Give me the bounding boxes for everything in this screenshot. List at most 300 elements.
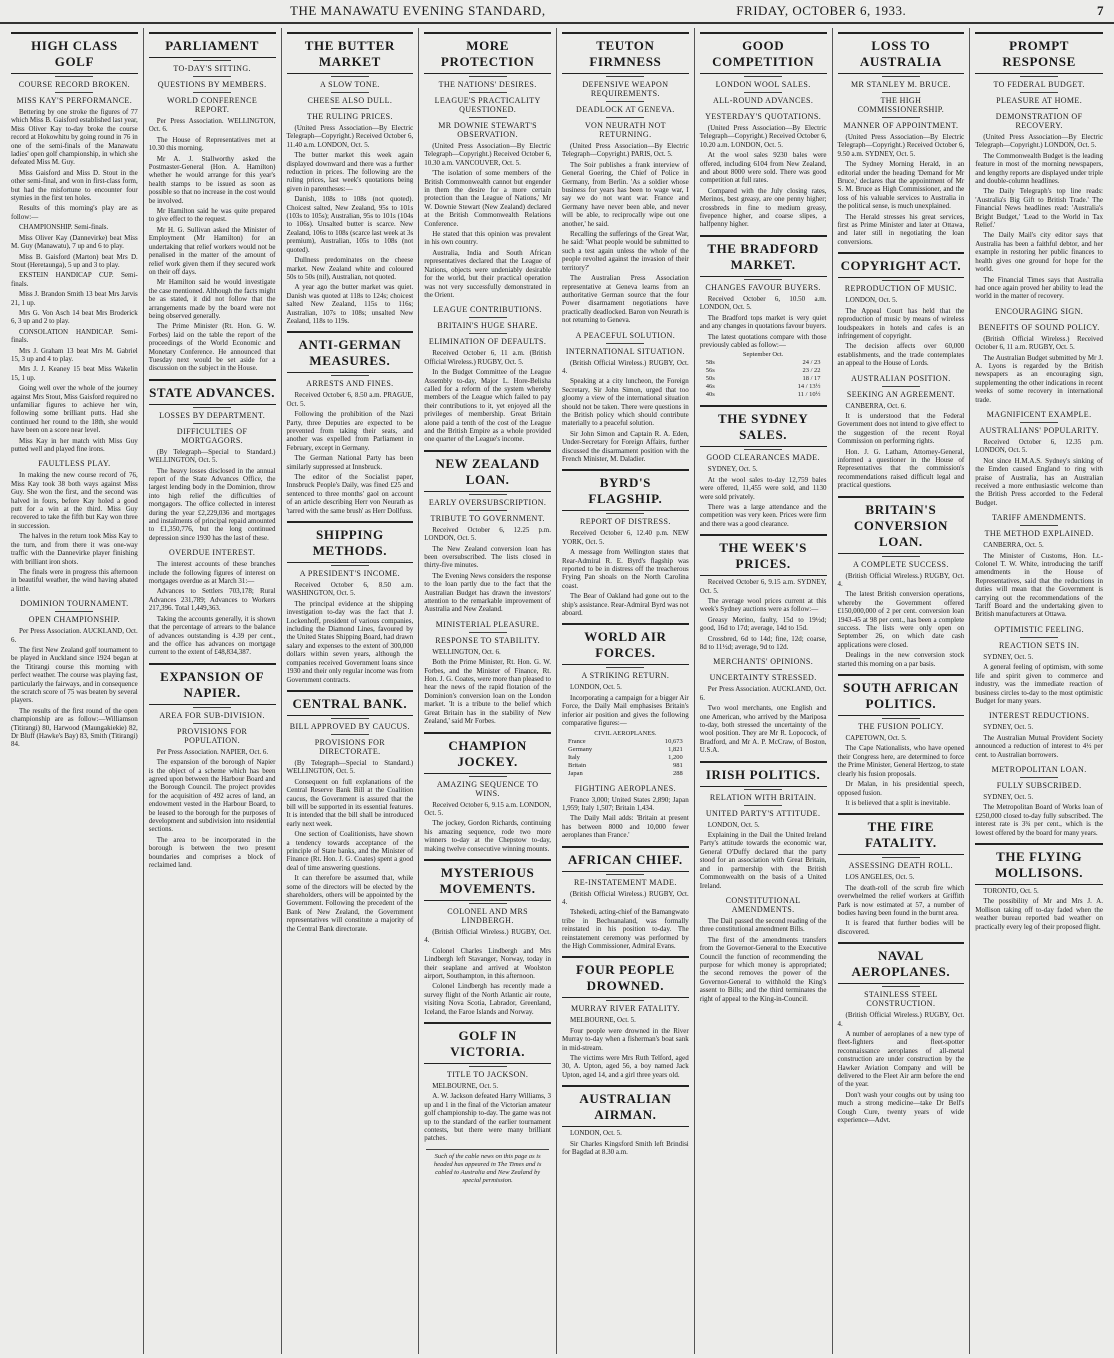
body-paragraph: The latest British conversion operations, whereby the Government offered £150,000,000 of 2 per cent. conversion loan 1943-45 at 98 per cent., has been a complete success. The lists were only open on September 26, on which date cash applications were closed. — [837, 590, 965, 649]
table-row — [706, 391, 821, 399]
body-paragraph: Following the prohibition of the Nazi Party, three Deputies are expected to be prevented from taking their seats, and another was expelled from Parliament in February, except in Germany. — [286, 410, 414, 452]
headline: MORE PROTECTION — [424, 32, 551, 74]
article — [700, 761, 827, 890]
subheading: METROPOLITAN LOAN. — [991, 764, 1087, 774]
body-paragraph: A year ago the butter market was quiet. Danish was quoted at 118s to 124s; choicest salted New Zealand, 115s to 116s; Australian, 107s to 108s; unsalted New Zealand, 118s to 119s. — [286, 283, 414, 325]
article — [287, 32, 414, 325]
subheading: REPRODUCTION OF MUSIC. — [844, 284, 957, 294]
subheading: FULLY SUBSCRIBED. — [996, 780, 1082, 790]
body-paragraph: The victims were Mrs Ruth Telford, aged 30, A. Upton, aged 56, a boy named Jack Upton, aged 14, and a girl three years old. — [562, 1054, 689, 1079]
body-paragraph: The Cape Nationalists, who have opened their Congress here, are determined to force the Prime Minister, General Hertzog, to state clearly his fusion proposals. — [837, 744, 965, 778]
headline: SOUTH AFRICAN POLITICS. — [838, 674, 965, 716]
article — [700, 405, 827, 528]
divider — [469, 776, 507, 777]
body-paragraph: LONDON, Oct. 5. — [570, 1129, 622, 1138]
body-paragraph: Mr H. G. Sullivan asked the Minister of Employment (Mr Hamilton) for an undertaking that relief workers would not be penalised in the matter of the amount of relief work given them if they secured work on their off days. — [148, 225, 276, 276]
body-paragraph: A message from Wellington states that Rear-Admiral R. E. Byrd's flagship was reported to be in distress off the treacherous Frying Pan shoals on the North Carolina coast. — [562, 548, 689, 590]
table-cell: 11 / 10½ — [797, 391, 821, 399]
body-paragraph: The Financial Times says that Australia had once again proved her ability to lead the world in the matter of recovery. — [975, 275, 1103, 301]
subheading: PLEASURE AT HOME. — [996, 96, 1083, 105]
subheading: WORLD CONFERENCE REPORT. — [167, 96, 258, 114]
table-cell: 14 / 13½ — [797, 383, 821, 391]
headline: COPYRIGHT ACT. — [838, 252, 965, 278]
body-paragraph: In making the new course record of 76, Miss Kay took 38 both ways against Miss Guy. She won the first, and the second was halved in fours, before Kay holed a good putt for a win at the third. Miss Guy recovered to take the fifth but Kay won three in succession. — [11, 471, 138, 530]
subheading: OPEN CHAMPIONSHIP. — [28, 615, 120, 625]
body-paragraph: The editor of the Socialist paper, Innsbruck People's Daily, was fined £25 and sentenced to three months' gaol on account of an article describing Herr von Neurath as 'tarred with the same brush' as Herr Dollfuss. — [286, 473, 414, 515]
divider — [606, 117, 644, 118]
table-cell: 50s — [705, 375, 715, 383]
subheading: MAGNIFICENT EXAMPLE. — [986, 409, 1092, 419]
subheading: INTERNATIONAL SITUATION. — [565, 346, 685, 356]
subheading: MR STANLEY M. BRUCE. — [851, 80, 951, 89]
body-paragraph: Crossbred, 6d to 14d; fine, 12d; coarse, 8d to 11½d; average, 9d to 12d. — [699, 634, 827, 651]
subheading: RE-INSTATEMENT MADE. — [573, 877, 677, 887]
article — [700, 32, 827, 229]
headline: SHIPPING METHODS. — [287, 521, 414, 563]
body-paragraph: Dullness predominates on the cheese market. New Zealand white and coloured 50s to 50s (nil), Australian, not quoted. — [286, 256, 414, 281]
subheading: MERCHANTS' OPINIONS. — [713, 657, 814, 667]
headline: GOOD COMPETITION — [700, 32, 827, 74]
body-paragraph: The Bradford tops market is very quiet and any changes in quotations favour buyers. — [699, 313, 827, 331]
article — [287, 521, 414, 684]
divider — [606, 76, 644, 77]
subheading: BENEFITS OF SOUND POLICY. — [978, 322, 1100, 332]
headline: NAVAL AEROPLANES. — [838, 942, 965, 984]
table-cell: 24 / 23 — [802, 359, 821, 367]
article — [287, 690, 414, 933]
column-1 — [6, 28, 144, 1354]
body-paragraph: SYDNEY, Oct. 5. — [983, 652, 1034, 661]
body-paragraph: MELBOURNE, Oct. 5. — [570, 1016, 636, 1025]
body-paragraph: Per Press Association. NAPIER, Oct. 6. — [156, 747, 269, 756]
body-paragraph: The Evening News considers the response to the loan partly due to the fact that the Australian Budget has drawn the investors' attention to the remarkable improvement of Australia and New Zealand. — [424, 571, 551, 614]
body-paragraph: France 3,000; United States 2,890; Japan 1,959; Italy 1,507; Britain 1,434. — [562, 795, 689, 812]
body-paragraph: The expansion of the borough of Napier is the object of a scheme which has been agreed upon between the Harbour Board and the Borough Council. The project provides for the acquisition of 492 acres of land, an endowment vested in the Harbour Board, to be leased to the borough for the purposes of development and subdivision into residential sections. — [148, 758, 276, 834]
body-paragraph: (By Telegraph—Special to Standard.) WELLINGTON, Oct. 5. — [286, 758, 414, 776]
subheading: REPORT OF DISTRESS. — [579, 517, 671, 527]
headline: ANTI-GERMAN MEASURES. — [287, 331, 414, 373]
divider — [331, 718, 369, 719]
table-row — [706, 367, 821, 375]
article — [149, 379, 276, 542]
body-paragraph: Advances to Settlers 703,178; Rural Advances 231,789; Advances to Workers 217,396. Total 1,449,363. — [148, 587, 276, 613]
column-7 — [833, 28, 971, 1354]
article — [975, 410, 1103, 507]
article — [11, 599, 138, 749]
article — [700, 896, 827, 1003]
divider — [469, 510, 507, 511]
article — [11, 459, 138, 593]
body-paragraph: The possibility of Mr and Mrs J. A. Mollison taking off to-day faded when the weather bureau reported bad weather on practically every leg of their proposed flight. — [975, 897, 1103, 931]
body-paragraph: Received October 6, 8.50 a.m. WASHINGTON, Oct. 5. — [286, 581, 414, 598]
article — [562, 846, 689, 951]
body-paragraph: Results of this morning's play are as follow:— — [11, 204, 138, 221]
divider — [469, 117, 507, 118]
subheading: A COMPLETE SUCCESS. — [852, 559, 949, 569]
body-paragraph: SYDNEY, Oct. 5. — [983, 723, 1034, 732]
body-paragraph: The Commonwealth Budget is the leading feature in most of the morning newspapers, and lengthy reports are displayed under triple and double-column headlines. — [975, 151, 1103, 186]
subheading: DIFFICULTIES OF MORTGAGORS. — [176, 426, 248, 445]
table-row — [568, 762, 683, 770]
article — [424, 32, 551, 299]
body-paragraph: LONDON, Oct. 5. — [845, 296, 898, 305]
body-paragraph: The jockey, Gordon Richards, continuing his amazing sequence, rode two more winners to-day at the Chepstow to-day, making twelve consecutive winning mounts. — [424, 819, 551, 853]
headline: FOUR PEOPLE DROWNED. — [562, 956, 689, 998]
subheading: TRIBUTE TO GOVERNMENT. — [430, 513, 545, 523]
table-cell: 1,821 — [668, 745, 683, 753]
body-paragraph: Colonel Lindbergh has recently made a survey flight of the North Atlantic air route, visiting Nova Scotia, Labrador, Greenland, Iceland, the Faroe Islands and Norway. — [424, 982, 551, 1016]
headline: BYRD'S FLAGSHIP. — [562, 469, 689, 511]
subheading: ARRESTS AND FINES. — [306, 379, 394, 389]
body-paragraph: Miss Oliver Kay (Dannevirke) beat Miss M. Guy (Manawatu), 7 up and 6 to play. — [11, 233, 138, 251]
body-paragraph: A general feeling of optimism, with some life and spirit given to commerce and industry, was the immediate reaction of business circles to-day to the most optimistic Budget for many years. — [975, 663, 1103, 705]
subheading: ALL-ROUND ADVANCES. — [712, 96, 814, 105]
body-paragraph: Miss B. Gaisford (Marton) beat Mrs D. Stout (Heretaunga), 5 up and 3 to play. — [11, 252, 138, 269]
subheading: TO-DAY'S SITTING. — [173, 64, 251, 73]
divider — [331, 375, 369, 376]
body-paragraph: The Sydney Morning Herald, in an editorial under the heading 'Demand for Mr Bruce,' declares that the appointment of Mr S. M. Bruce as High Commissioner, and the loss of his valuable services to Australia in the political sense, is much unexplained. — [837, 160, 965, 211]
body-paragraph: Dealings in the new conversion stock started this morning on a par basis. — [837, 651, 965, 668]
table-cell: Italy — [568, 753, 580, 761]
table-cell: 40s — [705, 391, 715, 399]
subheading: CHEESE ALSO DULL. — [307, 96, 393, 105]
subheading: UNCERTAINTY STRESSED. — [709, 673, 817, 683]
divider — [606, 343, 644, 344]
article — [838, 252, 965, 367]
body-paragraph: SYDNEY, Oct. 5. — [983, 792, 1034, 801]
divider — [882, 386, 920, 387]
subheading: LONDON WOOL SALES. — [715, 80, 811, 89]
body-paragraph: Explaining in the Dail the United Ireland Party's attitude towards the economic war, General O'Duffy declared that the party stood for an association with Great Britain, and in partnership with the British Commonwealth on the basis of a United Ireland. — [699, 831, 827, 890]
divider — [193, 92, 231, 93]
body-paragraph: Received October 6, 12.40 p.m. NEW YORK, Oct. 5. — [562, 529, 689, 546]
body-paragraph: SYDNEY, Oct. 5. — [707, 465, 758, 474]
subheading: PROVISIONS FOR POPULATION. — [176, 726, 248, 745]
subheading: REACTION SETS IN. — [998, 640, 1080, 650]
divider — [55, 92, 93, 93]
subheading: DEFENSIVE WEAPON REQUIREMENTS. — [582, 80, 669, 98]
body-paragraph: The Prime Minister (Rt. Hon. G. W. Forbes) laid on the table the report of the proceedings of the World Economic and Monetary Conference. He announced that Tuesday next would be set aside for a discussion on the subject in the House. — [148, 322, 276, 373]
body-paragraph: The first New Zealand golf tournament to be played in Auckland since 1924 began at the Titirangi course this morning with perfect weather. The course was playing fast, particularly the fairways, and in consequence the scratch score of 75 was beaten by several players. — [11, 645, 138, 705]
subheading: THE FUSION POLICY. — [858, 722, 944, 732]
subheading: AMAZING SEQUENCE TO WINS. — [436, 779, 539, 798]
table-cell: 46s — [705, 383, 715, 391]
subheading: AUSTRALIANS' POPULARITY. — [979, 425, 1099, 435]
divider — [1020, 525, 1058, 526]
body-paragraph: LONDON, Oct. 5. — [570, 683, 622, 692]
body-paragraph: Hon. J. G. Latham, Attorney-General, informed a questioner in the House of Representatives that the commission's recommendations raised difficult legal and practical questions. — [837, 447, 965, 490]
headline: THE WEEK'S PRICES. — [700, 534, 827, 576]
divider — [744, 805, 782, 806]
headline: IRISH POLITICS. — [700, 761, 827, 787]
column-2 — [144, 28, 282, 1354]
article — [838, 813, 965, 936]
table-cell: 58s — [705, 359, 715, 367]
article — [149, 548, 276, 656]
body-paragraph: The Metropolitan Board of Works loan of £250,000 closed to-day fully subscribed. The interest rate is 3¾ per cent., which is the lowest offered by the board for many years. — [975, 803, 1103, 837]
body-paragraph: (British Official Wireless.) Received October 6, 11 a.m. RUGBY, Oct. 5. — [975, 334, 1103, 352]
table-cell: 56s — [705, 367, 715, 375]
body-paragraph: (United Press Association—By Electric Telegraph—Copyright.) PARIS, Oct. 5. — [562, 142, 689, 159]
subheading: DOMINION TOURNAMENT. — [20, 599, 129, 609]
subheading: OPTIMISTIC FEELING. — [994, 624, 1085, 634]
body-paragraph: It is believed that a split is inevitable. — [845, 798, 951, 807]
subheading: THE METHOD EXPLAINED. — [984, 529, 1094, 539]
article — [424, 732, 551, 853]
subheading: VON NEURATH NOT RETURNING. — [584, 121, 666, 139]
divider — [744, 108, 782, 109]
table-row — [706, 375, 821, 383]
body-paragraph: TORONTO, Oct. 5. — [983, 886, 1039, 895]
divider — [606, 667, 644, 668]
article — [700, 657, 827, 754]
headline: THE FIRE FATALITY. — [838, 813, 965, 855]
subheading: LEAGUE'S PRACTICALITY QUESTIONED. — [434, 96, 541, 114]
table-row — [706, 383, 821, 391]
body-paragraph: The finals were in progress this afternoon in beautiful weather, the wind having abated a little. — [11, 567, 138, 593]
body-paragraph: Speaking at a city luncheon, the Foreign Secretary, Sir John Simon, urged that too gloomy a view of the international situation should not be taken. There were questions in the British policy which should contribute materially to a peaceful solution. — [562, 377, 689, 428]
subheading: BRITAIN'S HUGE SHARE. — [437, 321, 538, 331]
article — [287, 331, 414, 515]
body-paragraph: Australia, India and South African representatives declared that the League of Nations, objects were undeniably desirable for the world, but their practical operation was not very successfully demonstrated in the Orient. — [424, 248, 551, 299]
divider — [469, 1066, 507, 1067]
headline: PROMPT RESPONSE — [975, 32, 1103, 74]
body-paragraph: The death-roll of the scrub fire which overwhelmed the relief workers at Griffith Park is now estimated at 57, a number of bodies having been found in the burnt area. — [837, 883, 965, 917]
article — [424, 620, 551, 726]
body-paragraph: Miss J. Brandon Smith 13 beat Mrs Jarvis 21, 1 up. — [11, 290, 138, 307]
body-paragraph: Mrs J. Graham 13 beat Mrs M. Gabriel 15, 3 up and 4 to play. — [11, 346, 138, 363]
body-paragraph: (British Official Wireless.) RUGBY, Oct. 4. — [562, 889, 689, 906]
subheading: OVERDUE INTEREST. — [169, 548, 256, 558]
table-cell: 18 / 17 — [802, 375, 821, 383]
headline: PARLIAMENT — [149, 32, 276, 58]
body-paragraph: CANBERRA, Oct. 5. — [983, 541, 1044, 550]
body-paragraph: Bettering by one stroke the figures of 77 which Miss B. Gaisford established last year, Miss Oliver Kay to-day broke the course record at Hokowhitu by going round in 76 in one of the semi-finals of the Manawatu ladies' open golf championship, in which she defeated Miss M. Guy. — [11, 108, 138, 167]
divider — [882, 280, 920, 281]
article — [975, 307, 1103, 404]
body-paragraph: (United Press Association—By Electric Telegraph—Copyright.) Received October 6, 11.40 a.m. LONDON, Oct. 5. — [286, 124, 414, 149]
divider — [331, 92, 369, 93]
subheading: ENCOURAGING SIGN. — [995, 306, 1084, 316]
body-paragraph: Mr A. J. Stallworthy asked the Postmaster-General (Hon. A. Hamilton) whether he would arrange for this year's health stamps to be issued as soon as possible so that no increase in the cost would be involved. — [148, 154, 276, 205]
body-paragraph: The Australian Mutual Provident Society announced a reduction of interest to 4½ per cent. to Australian borrowers. — [975, 733, 1103, 759]
table-cell: 288 — [673, 769, 683, 777]
subheading: AUSTRALIAN POSITION. — [851, 373, 951, 383]
subheading: MINISTERIAL PLEASURE. — [435, 619, 540, 629]
body-paragraph: LOS ANGELES, Oct. 5. — [845, 873, 915, 882]
subheading: CHANGES FAVOUR BUYERS. — [705, 282, 821, 292]
body-paragraph: EKSTEIN HANDICAP CUP. Semi-finals. — [11, 271, 138, 288]
article — [838, 674, 965, 807]
headline: THE BUTTER MARKET — [287, 32, 414, 74]
body-paragraph: The Minister of Customs, Hon. Lt.-Colonel T. W. White, introducing the tariff amendments in the House of Representatives, said that the reductions in duties will mean that the Government is carrying out the recommendations of the Tariff Board and the undertaking given to British manufacturers at Ottawa. — [975, 551, 1103, 619]
body-paragraph: The results of the first round of the open championship are as follow:—Williamson (Titirangi) 80, Harwood (Maungakiekie) 82, Dr Bluff (Hawke's Bay) 83, Smith (Titirangi) 84. — [11, 706, 138, 749]
subheading: EARLY OVERSUBSCRIPTION. — [428, 497, 547, 507]
headline: MYSTERIOUS MOVEMENTS. — [424, 859, 551, 901]
article — [11, 32, 138, 453]
body-paragraph: Sir John Simon and Captain R. A. Eden, Under-Secretary for Foreign Affairs, further discussed the disarmament position with the French Minister, M. Daladier. — [562, 429, 689, 463]
table-cell: Japan — [568, 769, 583, 777]
body-paragraph: The German National Party has been similarly suppressed at Innsbruck. — [286, 454, 414, 471]
table-row — [706, 359, 821, 367]
divider — [55, 611, 93, 612]
body-paragraph: (United Press Association—By Electric Telegraph—Copyright.) Received October 6, 10.20 a.m. LONDON, Oct. 5. — [699, 124, 827, 149]
divider — [331, 108, 369, 109]
body-paragraph: Compared with the July closing rates, Merinos, best greasy, are one penny higher; crossbreds in fine to medium greasy, fivepence higher, and coarse slipes, a halfpenny higher. — [699, 186, 827, 229]
subheading: A SLOW TONE. — [320, 80, 380, 89]
subheading: RESPONSE TO STABILITY. — [435, 635, 541, 645]
body-paragraph: The average wool prices current at this week's Sydney auctions were as follow:— — [699, 596, 827, 614]
body-paragraph: The Daily Mail adds: 'Britain at present has between 8000 and 10,000 fewer aeroplanes than France.' — [562, 814, 689, 840]
column-3 — [282, 28, 420, 1354]
body-paragraph: The Dail passed the second reading of the three constitutional amendment Bills. — [699, 916, 827, 934]
subheading: YESTERDAY'S QUOTATIONS. — [705, 112, 822, 121]
article — [562, 469, 689, 617]
column-6 — [695, 28, 833, 1354]
headline: STATE ADVANCES. — [149, 379, 276, 405]
article — [149, 663, 276, 870]
article — [424, 859, 551, 1016]
body-paragraph: The Daily Mail's city editor says that Australia has been a faithful debtor, and her example in restoring her public finances to health gives one ground for hope for the world. — [975, 231, 1103, 274]
divider — [193, 423, 231, 424]
subheading: TO FEDERAL BUDGET. — [993, 80, 1085, 89]
subheading: UNITED PARTY'S ATTITUDE. — [705, 808, 821, 818]
column-8 — [970, 28, 1108, 1354]
table-row — [568, 738, 683, 746]
article — [975, 513, 1103, 619]
table-cell: 981 — [673, 761, 683, 769]
headline: BRITAIN'S CONVERSION LOAN. — [838, 496, 965, 554]
body-paragraph: Going well over the whole of the journey against Mrs Stout, Miss Gaisford required no unfamiliar figures to achieve her win, following some brilliant putts. Had she continued her round to the 18th, she would have been on a score near level. — [11, 384, 138, 435]
body-paragraph: Tshekedi, acting-chief of the Bamangwato tribe in Bechuanaland, was formally reinstated in his position to-day. The reinstatement ceremony was performed by the High Commissioner, Admiral Evans. — [562, 908, 689, 950]
body-paragraph: The Bear of Oakland had gone out to the ship's assistance. Rear-Admiral Byrd was not aboard. — [562, 592, 689, 618]
divider — [882, 76, 920, 77]
masthead — [0, 0, 1114, 24]
subheading: ASSESSING DEATH ROLL. — [848, 861, 953, 871]
divider — [469, 92, 507, 93]
divider — [744, 279, 782, 280]
body-paragraph: Consequent on full explanations of the Central Reserve Bank Bill at the Coalition caucus, the Government is assured that the bill will be supported in its essential features. It is intended that the bill shall be introduced early next week. — [286, 777, 414, 828]
divider — [469, 632, 507, 633]
article — [838, 942, 965, 1124]
divider — [469, 76, 507, 77]
body-paragraph: (British Official Wireless.) RUGBY, Oct. 4. — [837, 1011, 965, 1028]
body-paragraph: Per Press Association. AUCKLAND, Oct. 6. — [699, 685, 827, 702]
headline: AUSTRALIAN AIRMAN. — [562, 1085, 689, 1127]
article — [424, 450, 551, 614]
body-paragraph: One section of Coalitionists, have shown a tendency towards acceptance of the principle of State banks, and the Minister of Finance (Rt. Hon. J. G. Coates) spent a good deal of time answering questions. — [286, 830, 414, 872]
body-paragraph: Four people were drowned in the River Murray to-day when a fisherman's boat sank in mid-stream. — [562, 1026, 689, 1052]
subheading: GOOD CLEARANCES MADE. — [706, 453, 820, 463]
divider — [744, 92, 782, 93]
body-paragraph: The Daily Telegraph's top line reads: 'Australia's Big Gift to British Trade.' The Financial News headlines read: 'Australia's Bright Budget,' 'Lead to the World in Tax Relief.' — [975, 187, 1103, 230]
body-paragraph: Colonel Charles Lindbergh and Mrs Lindbergh left Stavanger, Norway, today in their seaplane and arrived at Woolston airport, Southampton, in this afternoon. — [424, 946, 551, 980]
divider — [331, 734, 369, 735]
article — [562, 32, 689, 325]
body-paragraph: Danish, 108s to 108s (not quoted). Choicest salted, New Zealand, 95s to 101s (103s to 105s); Australian, 95s to 101s (104s to 106s). Unsalted butter is scarce. New Zealand, 106s to 108s (scarce last week at 3s premium), Australian, 105s to 108s (not quoted). — [286, 195, 414, 254]
body-paragraph: A. W. Jackson defeated Harry Williams, 3 up and 1 in the final of the Victorian amateur golf championship to-day. The game was not up to the standard of the earlier tournament contests, but there were many brilliant patches. — [424, 1092, 551, 1143]
article — [562, 784, 689, 840]
divider — [606, 101, 644, 102]
divider — [1020, 637, 1058, 638]
divider — [193, 723, 231, 724]
divider — [744, 76, 782, 77]
body-paragraph: The first of the amendments transfers from the Governor-General to the Executive Council the function of recommending the purpose for which money is appropriated; the second removes the power of the Governor-General to withhold the King's assent to Bills; and the third terminates the right of appeal to the King-in-Council. — [699, 935, 827, 1003]
headline: NEW ZEALAND LOAN. — [424, 450, 551, 492]
body-paragraph: Two wool merchants, one English and one American, who arrived by the Mariposa to-day, both stressed the uncertainty of the wool position. They are Mr R. Lopocock, of Bradford, and Mr A. P. McCraw, of Boston, U.S.A. — [699, 704, 827, 755]
divider — [882, 92, 920, 93]
body-paragraph: It is feared that further bodies will be discovered. — [837, 919, 965, 936]
subheading: ELIMINATION OF DEFAULTS. — [428, 337, 547, 347]
article — [975, 625, 1103, 705]
page-number: 7 — [1096, 3, 1104, 18]
body-paragraph: The Herald stresses his great services, first as Prime Minister and later at Ottawa, and later still in negotiating the loan conversions. — [837, 212, 965, 246]
article — [562, 623, 689, 777]
headline: CHAMPION JOCKEY. — [424, 732, 551, 774]
subheading: BILL APPROVED BY CAUCUS. — [289, 721, 410, 731]
subheading: A STRIKING RETURN. — [581, 671, 670, 681]
divider — [55, 76, 93, 77]
headline: AFRICAN CHIEF. — [562, 846, 689, 872]
body-paragraph: 'The isolation of some members of the British Commonwealth cannot but engender in them the desire for a more certain protection than the League of Nations,' Mr W. Downie Stewart (New Zealand) declared at the British Commonwealth Relations Conference. — [424, 169, 551, 228]
article — [838, 496, 965, 668]
article — [562, 1085, 689, 1156]
body-paragraph: CONSOLATION HANDICAP. Semi-finals. — [11, 327, 138, 345]
body-paragraph: Don't wash your coughs out by using too much a strong medicine—take Dr Bell's Cough Cure, twenty years of wide experience—Advt. — [837, 1090, 965, 1125]
body-paragraph: The butter market this week again displayed downward and there was a further reduction in prices. The following are the ruling prices, last week's quotations being given in parentheses:— — [286, 151, 414, 193]
body-paragraph: Miss Gaisford and Miss D. Stout in the other semi-final, and won in first-class form, but had the misfortune to encounter four stymies in the first ten holes. — [11, 168, 138, 203]
article — [975, 711, 1103, 759]
subheading: AREA FOR SUB-DIVISION. — [159, 710, 265, 720]
body-paragraph: Recalling the sufferings of the Great War, he said: 'What people would be submitted to such a test again unless the whole of the people revolted against the invasion of their territory?' — [562, 230, 689, 272]
body-paragraph: Dr Malan, in his presidential speech, opposed fusion. — [837, 780, 965, 797]
subheading: PROVISIONS FOR DIRECTORATE. — [314, 737, 386, 756]
body-paragraph: Mrs J. J. Keaney 15 beat Miss Wakelin 15, 1 up. — [11, 365, 138, 382]
divider — [469, 333, 507, 334]
body-paragraph: MELBOURNE, Oct. 5. — [432, 1082, 499, 1090]
body-paragraph: The halves in the return took Miss Kay to the turn, and from there it was one-way traffic with the Dannevirke player finishing with brilliant iron shots. — [11, 532, 138, 566]
body-paragraph: In the Budget Committee of the League Assembly to-day, Major L. Hore-Belisha called for a reform of the system whereby members of the League which failed to pay their contributions to it, yet enjoyed all the privileges of membership. Great Britain alone paid a tenth of the cost of the League and the British Empire as a whole provided one quarter of the League's income. — [424, 368, 551, 444]
subheading: COURSE RECORD BROKEN. — [18, 80, 131, 89]
article — [838, 374, 965, 490]
body-paragraph: It can therefore be assumed that, while some of the directors will be elected by the shareholders, others will be appointed by the Government. Following the precedent of the Bank of New Zealand, the Government representatives will constitute a majority of the Central Bank directorate. — [286, 874, 414, 933]
body-paragraph: The heavy losses disclosed in the annual report of the State Advances Office, the largest lending body in the Dominion, throw into high relief the difficulties of mortgagors. The office collected in interest during the year £2,229,036 and mortgages and instalments of principal repaid amounted to £1,350,776, but the long continued depression since 1930 has the last of these. — [148, 466, 276, 542]
subheading: MISS KAY'S PERFORMANCE. — [16, 96, 133, 105]
divider — [882, 986, 920, 987]
body-paragraph: Received October 6, 12.25 p.m. LONDON, Oct. 5. — [424, 525, 551, 543]
body-paragraph: The House of Representatives met at 10.30 this morning. — [148, 135, 276, 153]
body-paragraph: Received October 6, 11 a.m. (British Official Wireless.) RUGBY, Oct. 5. — [424, 349, 551, 366]
table-cell: Germany — [568, 745, 593, 753]
divider — [606, 513, 644, 514]
article — [700, 235, 827, 399]
table-title: CIVIL AEROPLANES. — [594, 729, 657, 737]
body-paragraph: Incorporating a campaign for a bigger Air Force, the Daily Mail emphasises Britain's inferior air position and gives the following comparative figures:— — [562, 693, 689, 728]
body-paragraph: (British Official Wireless.) RUGBY, Oct. 4. — [837, 571, 965, 588]
body-paragraph: (By Telegraph—Special to Standard.) WELLINGTON, Oct. 5. — [148, 447, 276, 465]
article — [562, 331, 689, 464]
divider — [193, 707, 231, 708]
body-paragraph: (United Press Association—By Electric Telegraph—Copyright.) Received October 6, 10.30 a.m. VANCOUVER, Oct. 5. — [424, 142, 551, 167]
headline: THE BRADFORD MARKET. — [700, 235, 827, 277]
headline: TEUTON FIRMNESS — [562, 32, 689, 74]
subheading: LOSSES BY DEPARTMENT. — [159, 410, 266, 420]
body-paragraph: Received October 6, 8.50 a.m. PRAGUE, Oct. 5. — [286, 391, 414, 408]
body-paragraph: Mr Hamilton said he would investigate the case mentioned. Although the facts might be as stated, it did not follow that the arrangements made by the board were not being observed generally. — [148, 278, 276, 320]
body-paragraph: (United Press Association—By Electric Telegraph—Copyright.) LONDON, Oct. 5. — [975, 133, 1103, 150]
subheading: A PRESIDENT'S INCOME. — [299, 569, 401, 579]
body-paragraph: Mrs G. Von Asch 14 beat Mrs Broderick 6, 3 up and 2 to play. — [11, 308, 138, 326]
